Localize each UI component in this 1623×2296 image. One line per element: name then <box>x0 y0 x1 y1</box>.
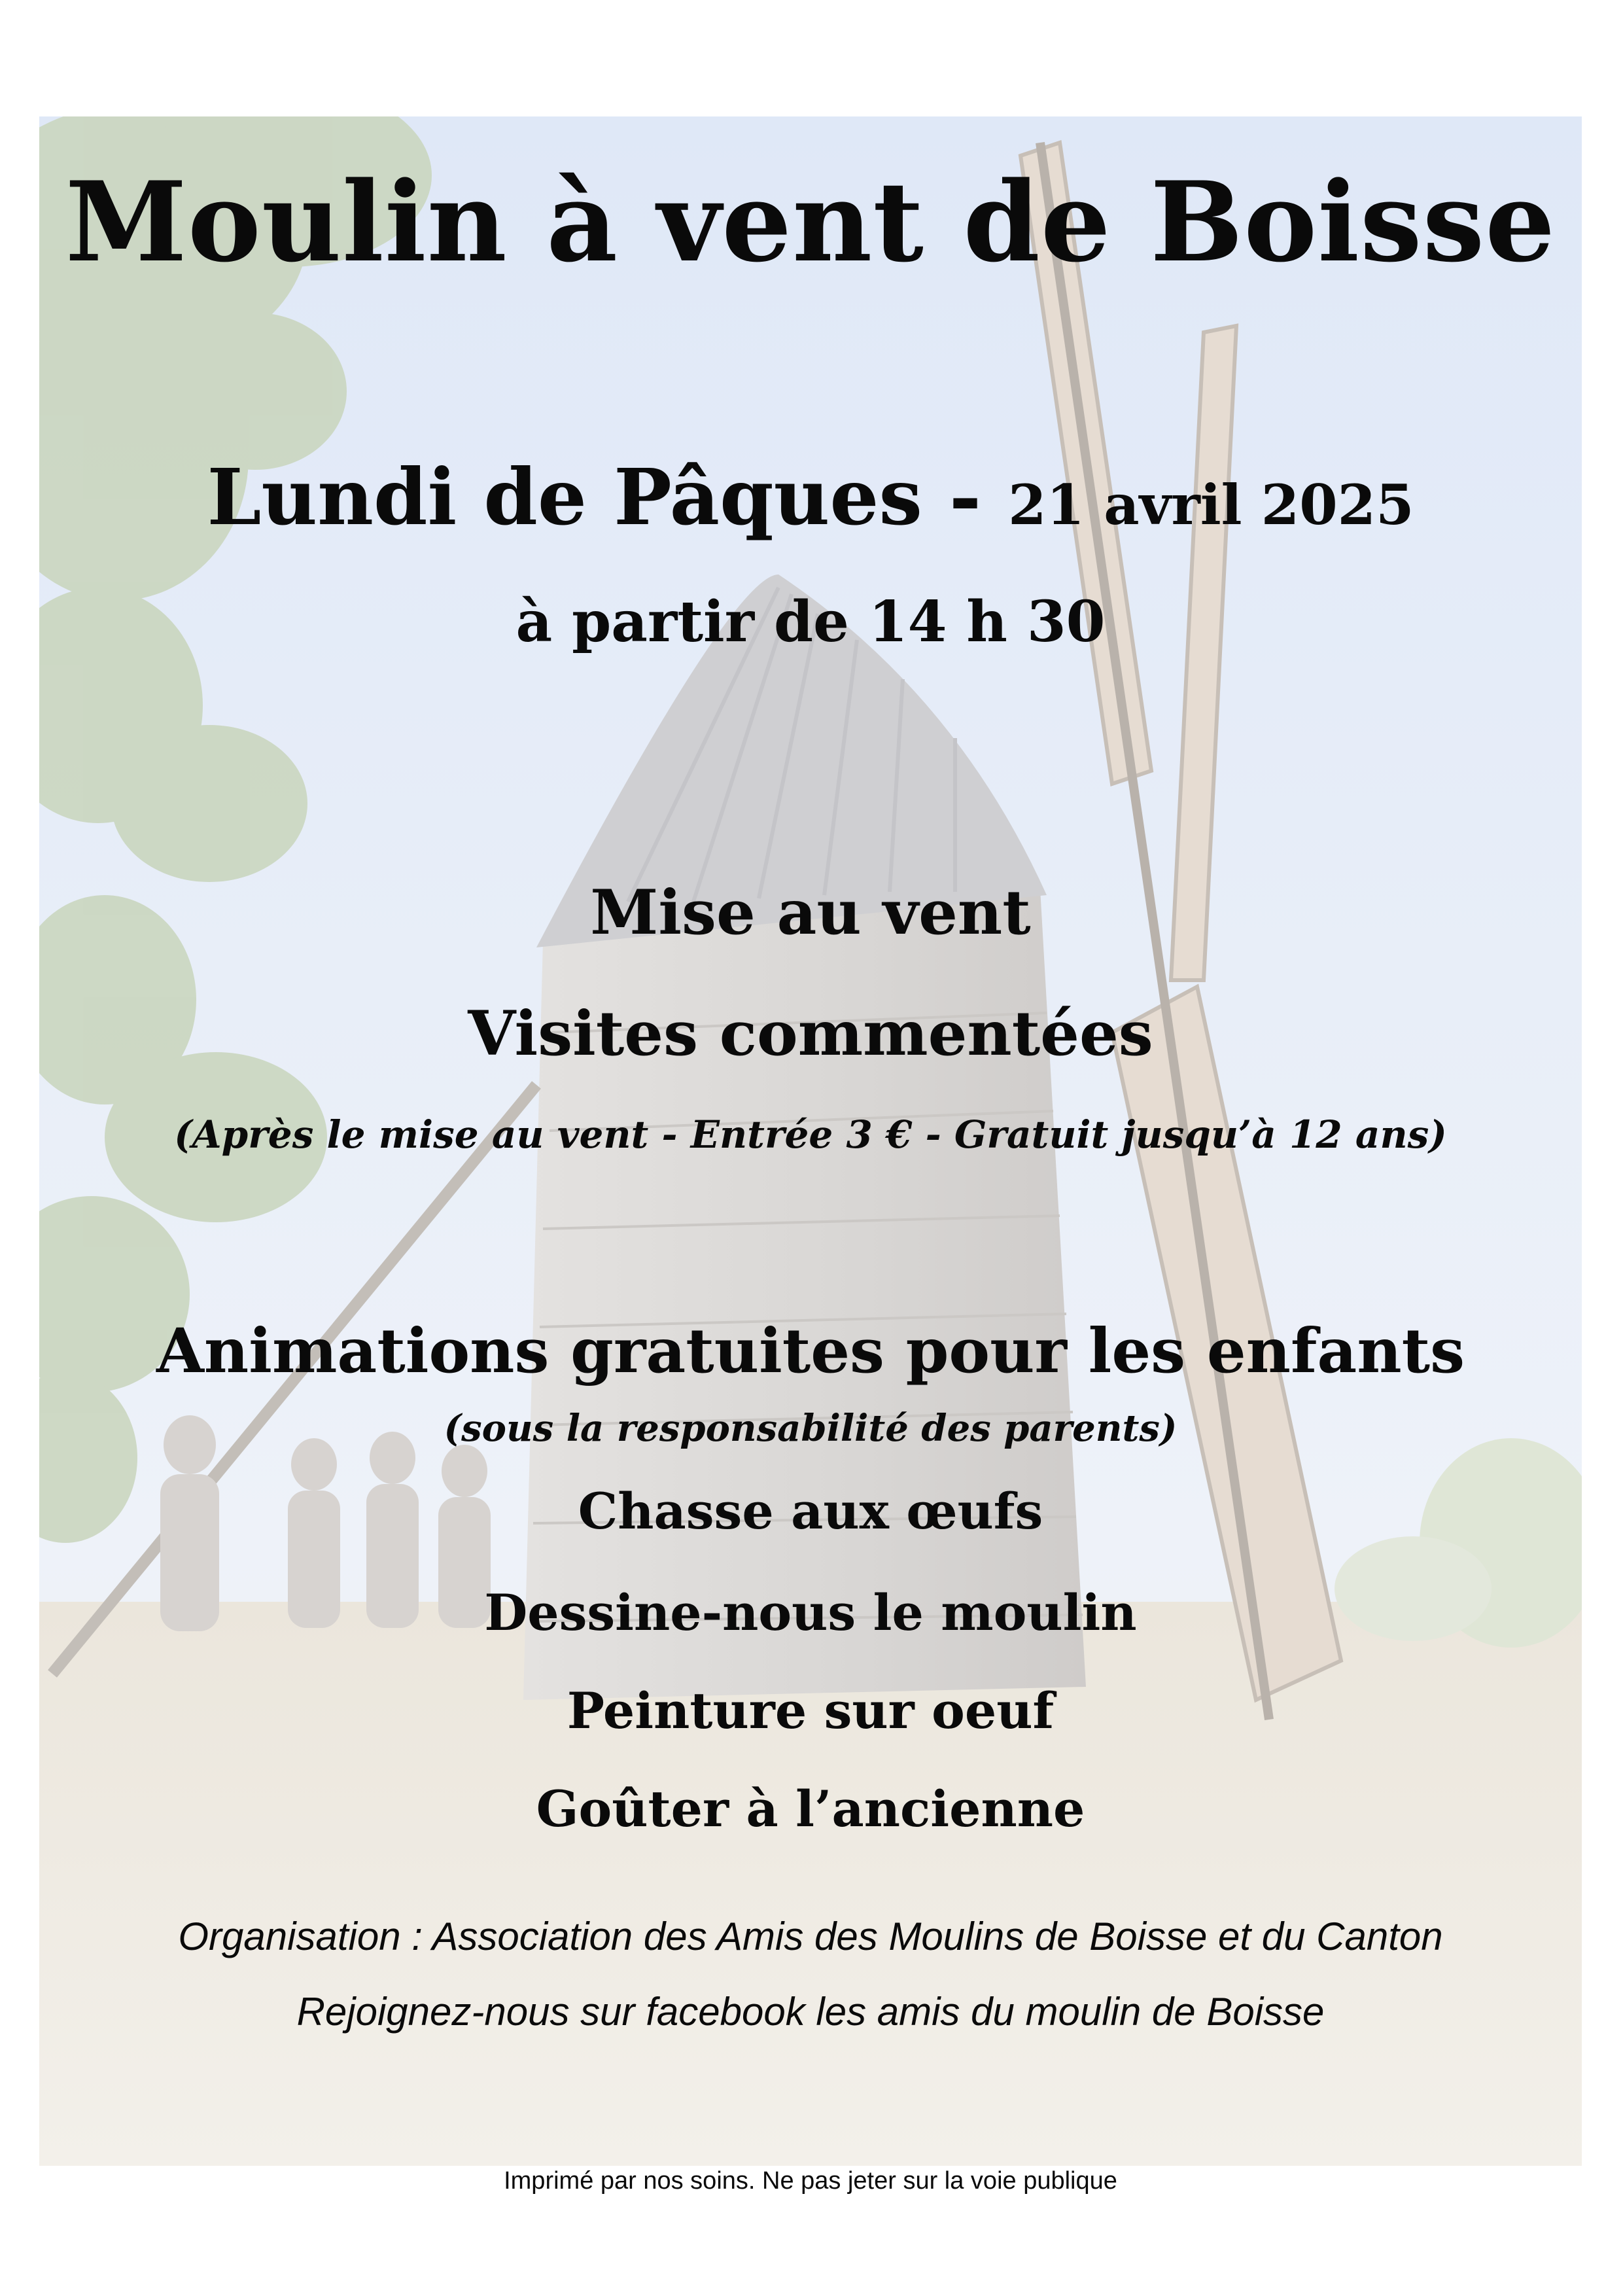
facebook-line: Rejoignez-nous sur facebook les amis du moulin de Boisse <box>296 1990 1325 2034</box>
kids-note: (sous la responsabilité des parents) <box>444 1407 1178 1450</box>
organisation-line: Organisation : Association des Amis des Moulins de Boisse et du Canton <box>178 1915 1443 1958</box>
activity-mise-au-vent: Mise au vent <box>590 877 1031 949</box>
event-date-detail: 21 avril 2025 <box>1008 472 1414 537</box>
poster-title: Moulin à vent de Boisse <box>65 157 1556 287</box>
printed-notice: Imprimé par nos soins. Ne pas jeter sur la voie publique <box>504 2167 1117 2195</box>
kids-item: Dessine-nous le moulin <box>484 1583 1137 1642</box>
event-date <box>39 451 1582 542</box>
kids-item: Peinture sur oeuf <box>567 1682 1055 1740</box>
event-time: à partir de 14 h 30 <box>515 589 1106 655</box>
visit-note: (Après le mise au vent - Entrée 3 € - Gratuit jusqu’à 12 ans) <box>174 1112 1447 1157</box>
activity-visites: Visites commentées <box>468 998 1153 1070</box>
kids-item: Goûter à l’ancienne <box>536 1780 1085 1838</box>
event-day: Lundi de Pâques - <box>207 451 1009 542</box>
kids-item: Chasse aux œufs <box>578 1482 1043 1540</box>
kids-heading: Animations gratuites pour les enfants <box>156 1315 1465 1387</box>
